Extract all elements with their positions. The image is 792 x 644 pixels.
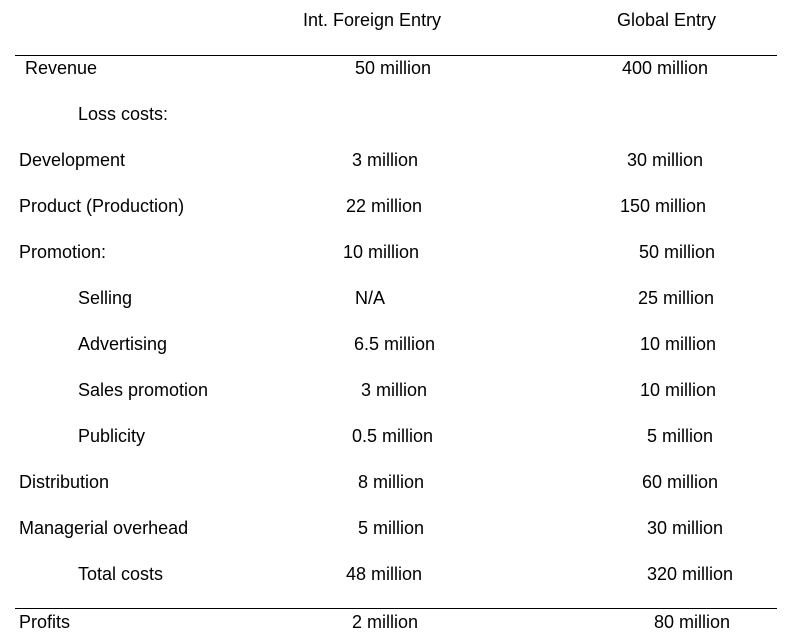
cell-product-global: 150 million [620,196,707,216]
column-header-global-entry: Global Entry [617,10,717,30]
cell-revenue-intl: 50 million [355,58,432,78]
cell-selling-global: 25 million [638,288,715,308]
row-label-profits: Profits [19,612,71,632]
cell-publicity-intl: 0.5 million [352,426,434,446]
cell-profits-global: 80 million [654,612,731,632]
cell-promotion-global: 50 million [639,242,716,262]
cell-sales-promotion-intl: 3 million [361,380,428,400]
row-label-revenue: Revenue [25,58,98,78]
cell-advertising-intl: 6.5 million [354,334,436,354]
column-header-int-foreign-entry: Int. Foreign Entry [303,10,442,30]
cell-revenue-global: 400 million [622,58,709,78]
row-label-distribution: Distribution [19,472,110,492]
totals-divider [15,608,777,609]
row-label-loss-costs: Loss costs: [78,104,169,124]
cell-distribution-intl: 8 million [358,472,425,492]
cell-distribution-global: 60 million [642,472,719,492]
cell-total-costs-global: 320 million [647,564,734,584]
cell-product-intl: 22 million [346,196,423,216]
cell-advertising-global: 10 million [640,334,717,354]
row-label-selling: Selling [78,288,133,308]
cell-selling-intl: N/A [355,288,386,308]
row-label-advertising: Advertising [78,334,168,354]
header-divider [15,55,777,56]
row-label-sales-promotion: Sales promotion [78,380,209,400]
row-label-promotion: Promotion: [19,242,107,262]
cell-development-global: 30 million [627,150,704,170]
cell-profits-intl: 2 million [352,612,419,632]
row-label-development: Development [19,150,126,170]
cell-managerial-overhead-global: 30 million [647,518,724,538]
row-label-publicity: Publicity [78,426,146,446]
row-label-total-costs: Total costs [78,564,164,584]
row-label-managerial-overhead: Managerial overhead [19,518,189,538]
cell-promotion-intl: 10 million [343,242,420,262]
cell-managerial-overhead-intl: 5 million [358,518,425,538]
cell-total-costs-intl: 48 million [346,564,423,584]
cell-development-intl: 3 million [352,150,419,170]
cell-publicity-global: 5 million [647,426,714,446]
cell-sales-promotion-global: 10 million [640,380,717,400]
row-label-product: Product (Production) [19,196,185,216]
